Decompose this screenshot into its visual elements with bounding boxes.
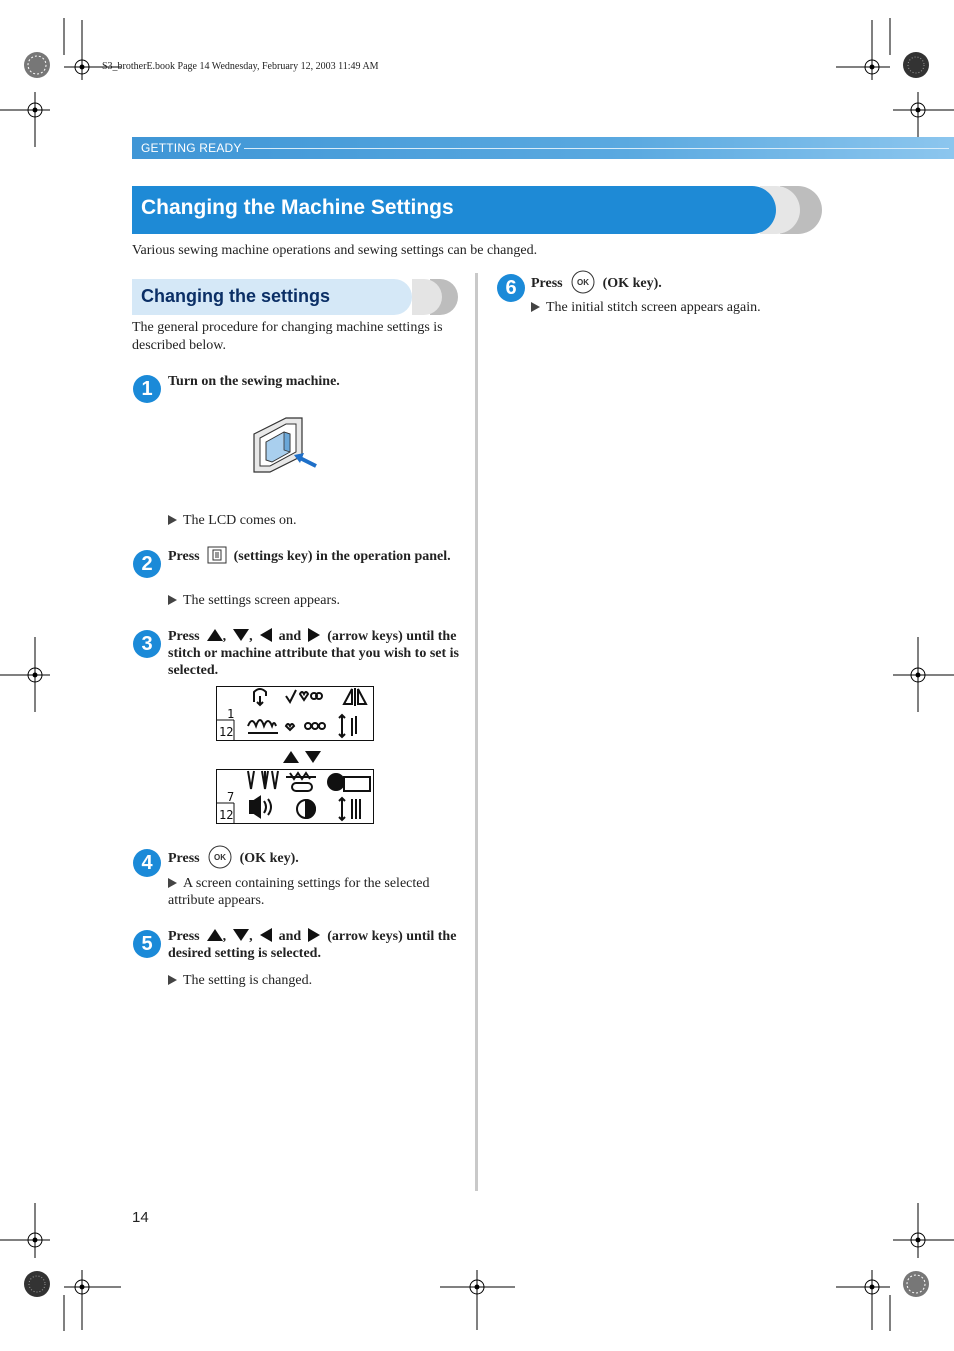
lcd-page-num: 1	[227, 707, 235, 721]
lcd-page-num: 7	[227, 790, 235, 804]
result-arrow-icon	[168, 878, 177, 888]
result-text: The initial stitch screen appears again.	[546, 300, 761, 315]
press-label: Press	[168, 851, 200, 867]
result-text: The setting is changed.	[183, 973, 313, 988]
step-instruction	[531, 272, 827, 296]
key-label: (OK key).	[602, 276, 662, 292]
separator: ,	[249, 929, 253, 944]
intro-text: Various sewing machine operations and sewing settings can be changed.	[132, 243, 538, 258]
step-result	[531, 299, 761, 316]
step-result	[168, 875, 468, 909]
key-label: (arrow keys) until the stitch or machine attribute that you wish to set is selected.	[168, 629, 460, 678]
separator: ,	[222, 929, 227, 944]
result-text: A screen containing settings for the selected attribute appears.	[168, 876, 430, 908]
step-number: 5	[133, 930, 161, 958]
step-instruction	[168, 548, 464, 566]
step-instruction	[168, 928, 464, 962]
step-instruction	[168, 847, 464, 871]
key-label: (arrow keys) until the desired setting is selected.	[168, 929, 457, 961]
column-divider	[475, 273, 478, 1191]
up-down-arrow-icon	[282, 750, 322, 764]
press-label: Press	[168, 929, 200, 944]
press-label: Press	[168, 629, 200, 644]
result-arrow-icon	[168, 515, 177, 525]
left-arrow-key-icon	[260, 628, 272, 642]
print-info: S3_brotherE.book Page 14 Wednesday, February 12, 2003 11:49 AM	[102, 61, 379, 72]
lcd-settings-screen-1	[216, 686, 374, 741]
step-number: 3	[133, 630, 161, 658]
subsection-title: Changing the settings	[141, 286, 330, 306]
step-number: 6	[497, 274, 525, 302]
result-arrow-icon	[168, 595, 177, 605]
step-result	[168, 972, 312, 989]
step-number: 4	[133, 849, 161, 877]
lcd-settings-screen-2	[216, 769, 374, 824]
result-arrow-icon	[531, 302, 540, 312]
ok-key-label: OK	[576, 278, 589, 287]
ok-key-label: OK	[213, 853, 226, 862]
step-instruction: Turn on the sewing machine.	[168, 374, 340, 389]
step-result	[168, 512, 297, 529]
page-title: Changing the Machine Settings	[141, 196, 454, 219]
and-label: and	[278, 929, 302, 944]
step-number: 1	[133, 375, 161, 403]
key-label: (settings key) in the operation panel.	[233, 549, 451, 565]
up-arrow-key-icon	[207, 929, 223, 941]
down-arrow-key-icon	[233, 929, 249, 941]
key-label: (OK key).	[239, 851, 299, 867]
right-arrow-key-icon	[308, 928, 320, 942]
lcd-page-den: 12	[219, 808, 234, 822]
ok-key-icon	[207, 845, 233, 869]
header-rule	[244, 148, 949, 149]
result-text: The settings screen appears.	[183, 593, 341, 608]
page-number: 14	[132, 1209, 149, 1226]
step-number: 2	[133, 550, 161, 578]
step-result	[168, 592, 340, 609]
and-label: and	[278, 629, 302, 644]
subsection-description: The general procedure for changing machine settings is described below.	[132, 320, 443, 353]
separator: ,	[249, 629, 253, 644]
up-arrow-key-icon	[207, 629, 223, 641]
press-label: Press	[531, 276, 563, 292]
down-arrow-key-icon	[233, 629, 249, 641]
ok-key-icon	[570, 270, 596, 294]
left-arrow-key-icon	[260, 928, 272, 942]
power-switch-illustration	[250, 412, 322, 478]
result-arrow-icon	[168, 975, 177, 985]
right-arrow-key-icon	[308, 628, 320, 642]
result-text: The LCD comes on.	[183, 513, 297, 528]
separator: ,	[222, 629, 227, 644]
press-label: Press	[168, 549, 200, 565]
settings-key-icon	[207, 546, 227, 564]
section-header: GETTING READY	[141, 141, 242, 155]
lcd-page-den: 12	[219, 725, 234, 739]
step-instruction	[168, 628, 464, 679]
